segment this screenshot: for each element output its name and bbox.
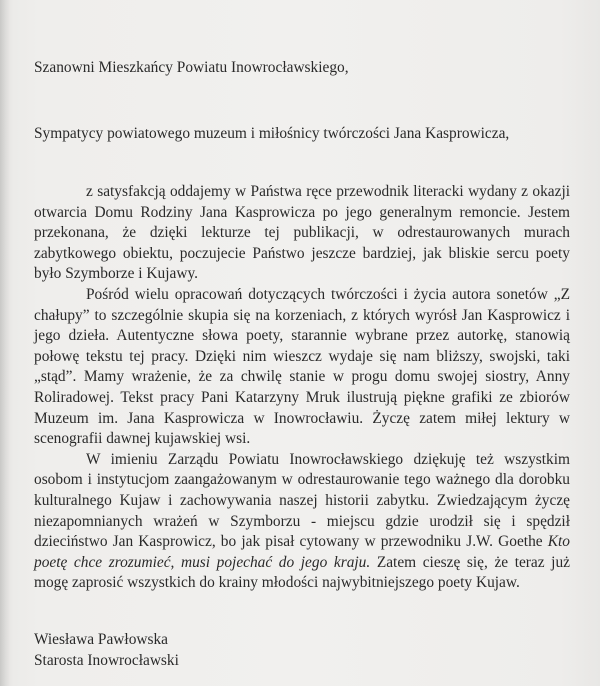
signature-name: Wiesława Pawłowska: [34, 630, 169, 648]
signature-title: Starosta Inowrocławski: [34, 651, 179, 669]
page-binding-edge: [0, 0, 10, 686]
greeting-sympathizers: Sympatycy powiatowego muzeum i miłośnicy twórczości Jana Kasprowicza,: [34, 125, 510, 142]
greeting-residents: Szanowni Mieszkańcy Powiatu Inowrocławskiego,: [34, 59, 349, 76]
letter-body: [34, 58, 570, 671]
paragraph-thanks-closing: Zatem cieszę się, że teraz już mogę zaprosić wszystkich do krainy młodości najwybitniejszego poety Kujaw.: [34, 553, 570, 592]
signature-block: [34, 629, 570, 671]
paragraph-thanks: [34, 450, 570, 594]
paragraph-publication: Pośród wielu opracowań dotyczących twórczości i życia autora sonetów „Z chałupy” to szczególnie skupia się na korzeniach, z których wyrósł Jan Kasprowicz i jego dzieła. Autentyczne słowa poety, starannie wybrane przez autorkę, stanowią połowę tekstu tej pracy. Dzięki nim wieszcz wydaje się nam bliższy, swojski, taki „stąd”. Mamy wrażenie, że za chwilę stanie w progu domu swojej siostry, Anny Roliradowej. Tekst pracy Pani Katarzyny Mruk ilustrują piękne grafiki ze zbiorów Muzeum im. Jana Kasprowicza w Inowrocławiu. Życzę zatem miłej lektury w scenografii dawnej kujawskiej wsi.: [34, 285, 570, 448]
paragraph-thanks-text: W imieniu Zarządu Powiatu Inowrocławskiego dziękuję też wszystkim osobom i instytucjom zaangażowanym w odrestaurowanie tego ważnego dla dorobku kulturalnego Kujaw i zachowywania naszej historii zabytku. Zwiedzającym życzę niezapomnianych wrażeń w Szymborzu - miejscu gdzie urodził się i spędził dzieciństwo Jan Kasprowicz, bo jak pisał cytowany w przewodniku J.W. Goethe: [34, 450, 570, 551]
goethe-quote: Kto poetę chce zrozumieć, musi pojechać do jego kraju.: [34, 533, 570, 571]
paragraph-opening: z satysfakcją oddajemy w Państwa ręce przewodnik literacki wydany z okazji otwarcia Domu Rodziny Jana Kasprowicza po jego generalnym remoncie. Jestem przekonana, że dzięki lekturze tej publikacji, w odrestaurowanych murach zabytkowego obiektu, poczujecie Państwo jeszcze bardziej, jak bliskie sercu poety było Szymborze i Kujawy.: [34, 183, 570, 283]
